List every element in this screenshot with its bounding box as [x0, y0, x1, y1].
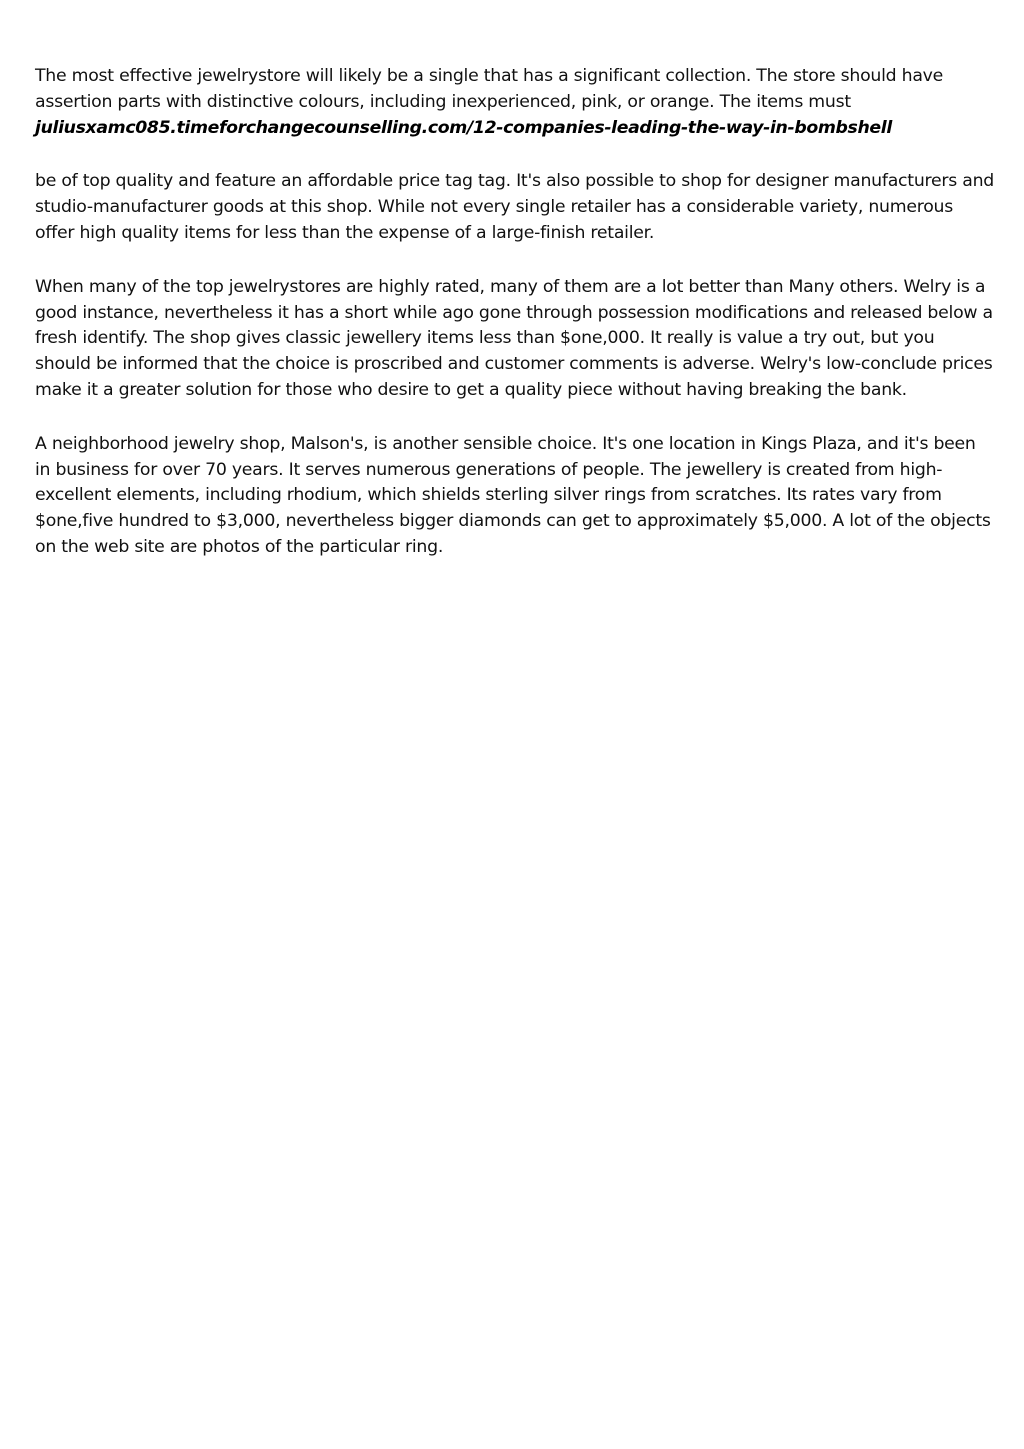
paragraph-1-text: The most effective jewelrystore will likely be a single that has a significant collection. The store should have assertion parts with distinctive colours, including inexperienced, pink, or orange. The items must: [35, 66, 944, 112]
article-link[interactable]: juliusxamc085.timeforchangecounselling.com/12-companies-leading-the-way-in-bombshell: [35, 117, 892, 138]
paragraph-3: When many of the top jewelrystores are highly rated, many of them are a lot better than Many others. Welry is a good instance, nevertheless it has a short while ago gone through possession modifications and released below a fresh identify. The shop gives classic jewellery items less than $one,000. It really is value a try out, but you should be informed that the choice is proscribed and customer comments is adverse. Welry's low-conclude prices make it a greater solution for those who desire to get a quality piece without having breaking the bank.: [35, 276, 993, 400]
document-body: [35, 64, 995, 589]
paragraph-2: be of top quality and feature an affordable price tag tag. It's also possible to shop for designer manufacturers and studio-manufacturer goods at this shop. While not every single retailer has a considerable variety, numerous offer high quality items for less than the expense of a large-finish retailer.: [35, 171, 995, 243]
paragraph-4: A neighborhood jewelry shop, Malson's, is another sensible choice. It's one location in Kings Plaza, and it's been in business for over 70 years. It serves numerous generations of people. The jewellery is created from high-excellent elements, including rhodium, which shields sterling silver rings from scratches. Its rates vary from $one,five hundred to $3,000, nevertheless bigger diamonds can get to approximately $5,000. A lot of the objects on the web site are photos of the particular ring.: [35, 433, 991, 557]
paragraph-1: [35, 64, 995, 141]
